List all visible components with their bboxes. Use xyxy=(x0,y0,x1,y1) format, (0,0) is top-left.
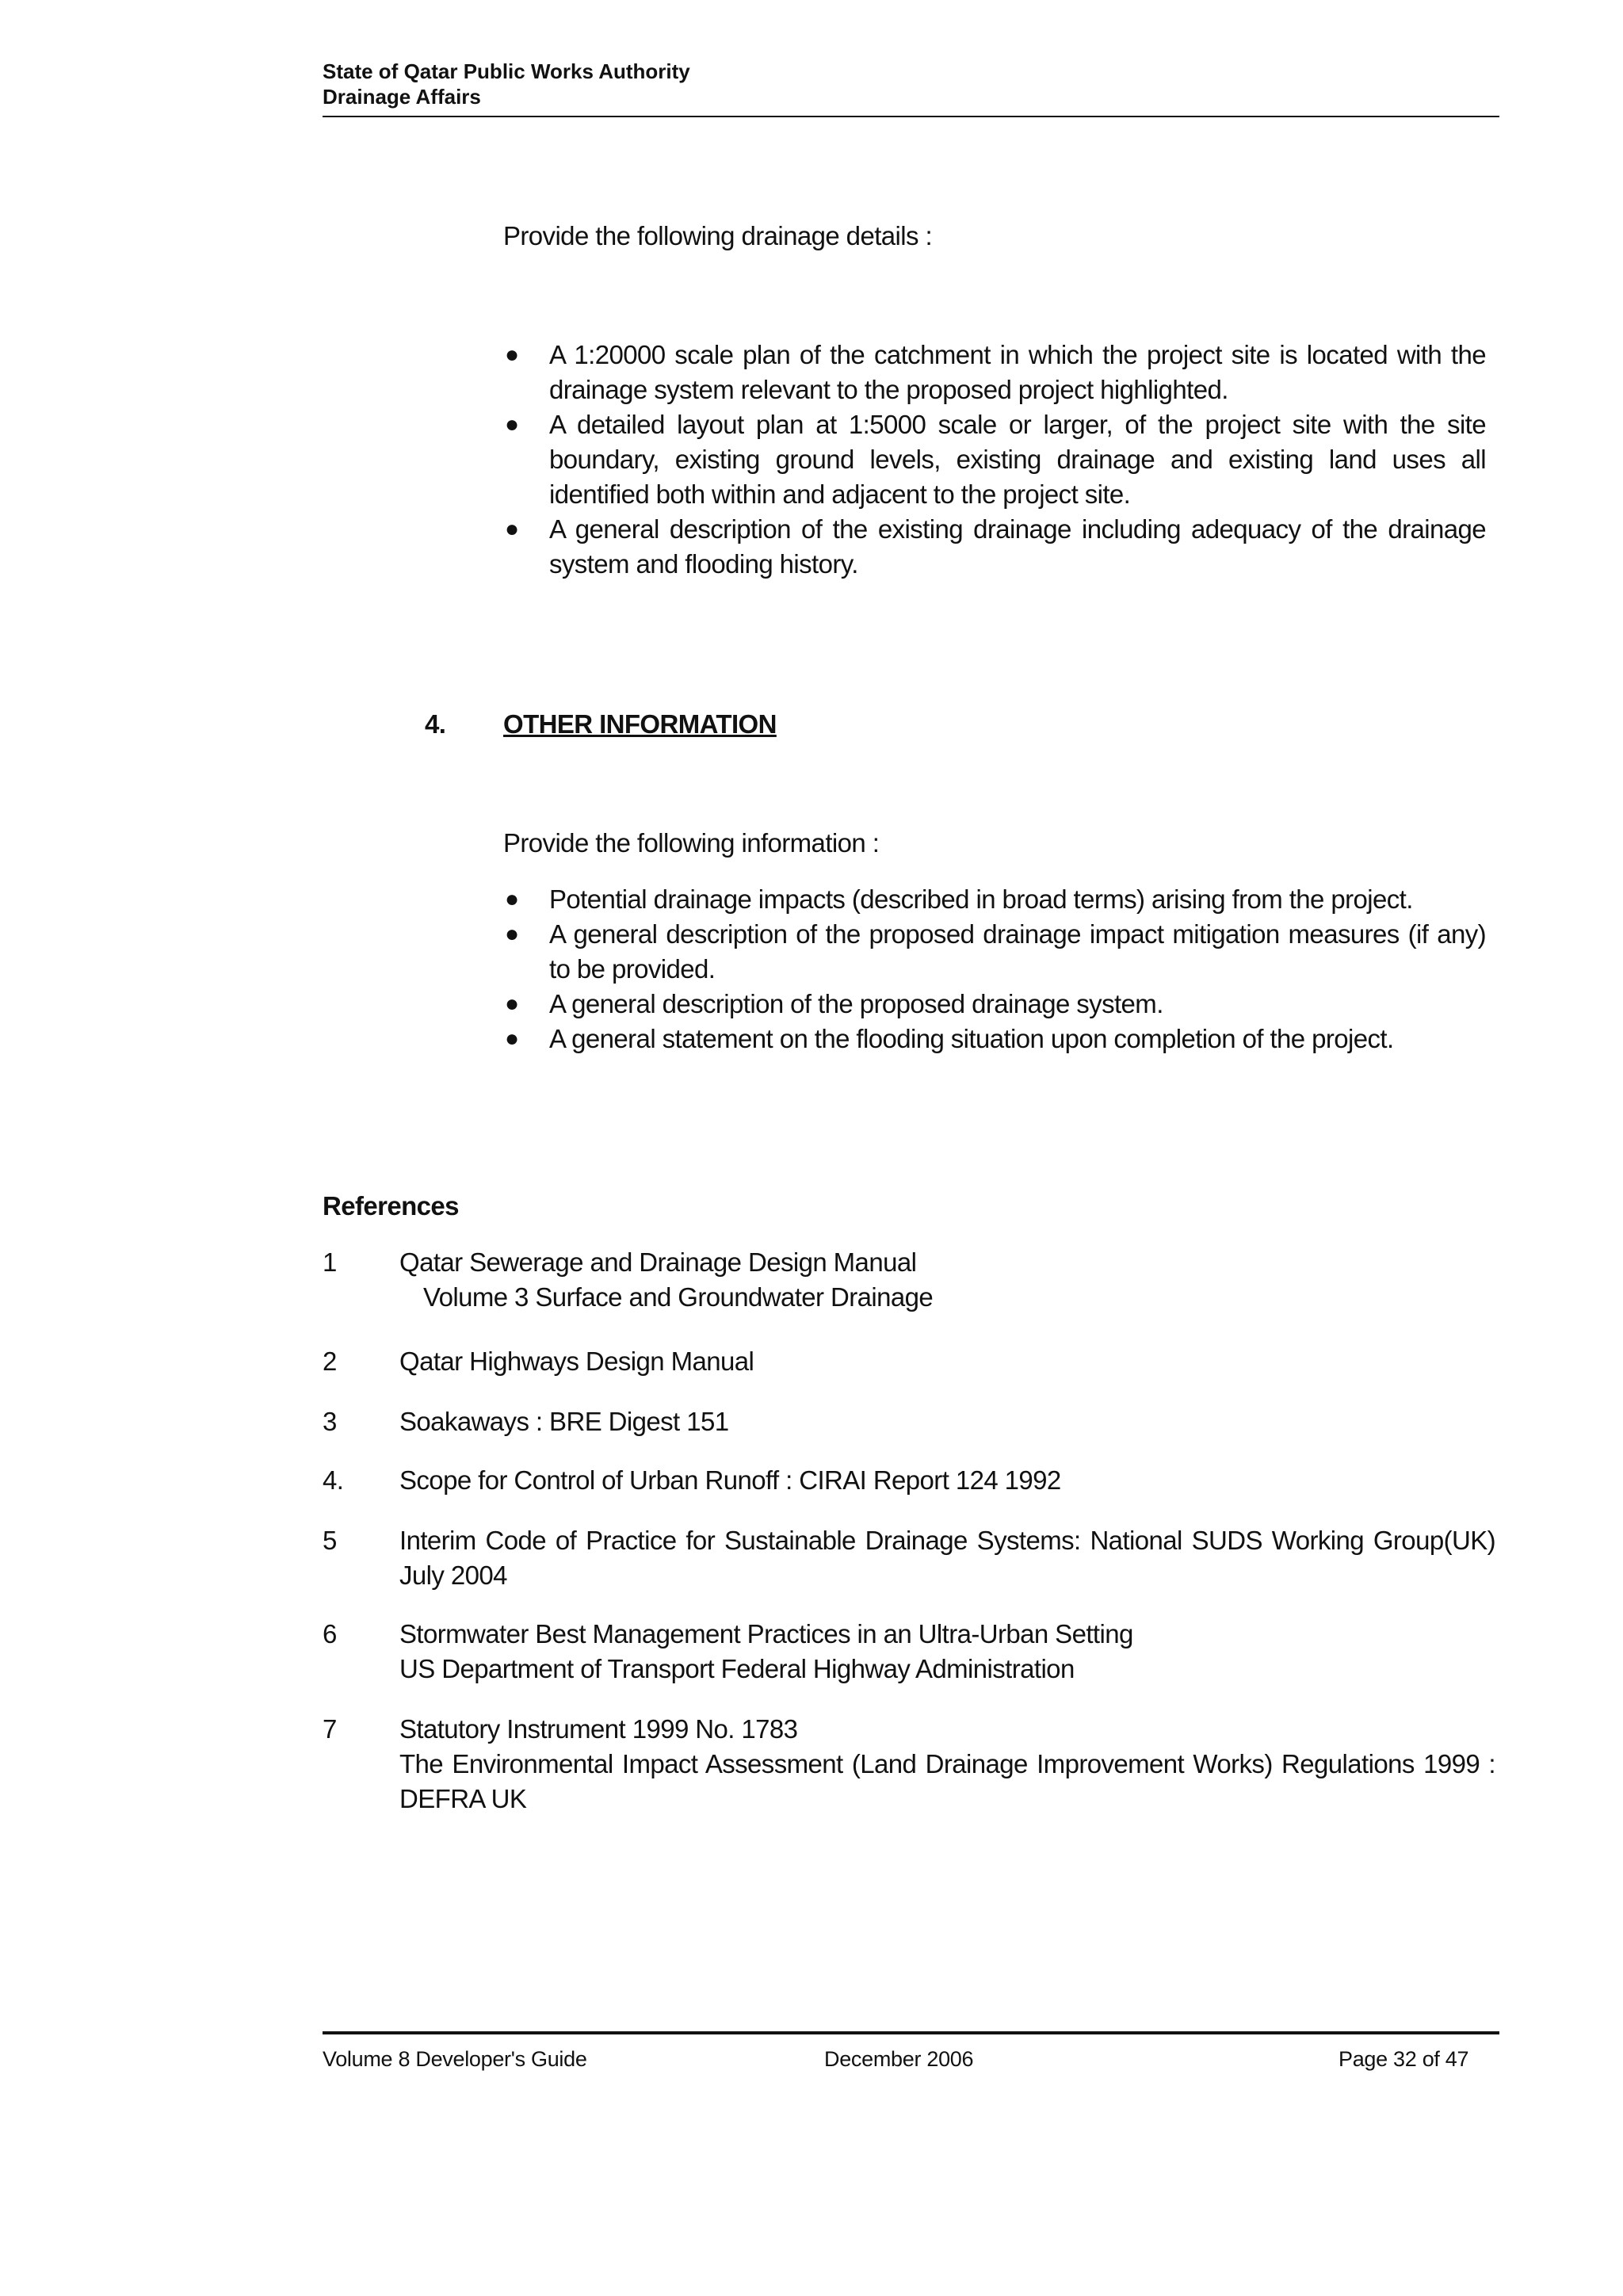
list-item: ● A general description of the proposed drainage impact mitigation measures (if any) to be provided. xyxy=(503,917,1486,987)
section-number: 4. xyxy=(425,709,446,739)
footer-date: December 2006 xyxy=(824,2047,974,2071)
reference-number: 4. xyxy=(323,1465,344,1495)
drainage-list xyxy=(503,338,1486,582)
reference-number: 7 xyxy=(323,1714,337,1744)
reference-text: Statutory Instrument 1999 No. 1783 The Environmental Impact Assessment (Land Drainage Improvement Works) Regulations 1999 : DEFRA UK xyxy=(399,1714,1495,1813)
footer-document-title: Volume 8 Developer's Guide xyxy=(323,2047,587,2071)
bullet-icon: ● xyxy=(505,1026,519,1052)
reference-number: 5 xyxy=(323,1526,337,1555)
reference-text: Scope for Control of Urban Runoff : CIRAI Report 124 1992 xyxy=(399,1465,1061,1495)
bullet-icon: ● xyxy=(505,516,519,542)
reference-text: Qatar Highways Design Manual xyxy=(399,1347,754,1376)
reference-text: Interim Code of Practice for Sustainable Drainage Systems: National SUDS Working Group(UK) July 2004 xyxy=(399,1526,1495,1590)
reference-number: 3 xyxy=(323,1407,337,1436)
bullet-icon: ● xyxy=(505,921,519,947)
information-list xyxy=(503,882,1486,1056)
document-header xyxy=(323,59,690,109)
footer-rule xyxy=(323,2031,1499,2034)
footer-page-number: Page 32 of 47 xyxy=(1338,2047,1469,2071)
list-item: ● A 1:20000 scale plan of the catchment in which the project site is located with the drainage system relevant to the proposed project highlighted. xyxy=(503,338,1486,407)
bullet-icon: ● xyxy=(505,886,519,912)
references-heading: References xyxy=(323,1191,459,1221)
reference-number: 2 xyxy=(323,1347,337,1376)
header-organization: State of Qatar Public Works Authority xyxy=(323,59,690,83)
bullet-icon: ● xyxy=(505,411,519,437)
section-intro: Provide the following information : xyxy=(503,828,880,858)
list-item: ● A general description of the existing drainage including adequacy of the drainage system and flooding history. xyxy=(503,512,1486,582)
list-item: ● A detailed layout plan at 1:5000 scale or larger, of the project site with the site boundary, existing ground levels, existing drainage and existing land uses all identified both within and adjacent to the project site. xyxy=(503,407,1486,512)
reference-text: Qatar Sewerage and Drainage Design Manual Volume 3 Surface and Groundwater Drainage xyxy=(399,1247,934,1312)
reference-text: Stormwater Best Management Practices in an Ultra-Urban Setting US Department of Transport Federal Highway Administration xyxy=(399,1619,1133,1683)
drainage-intro: Provide the following drainage details : xyxy=(503,221,933,250)
bullet-icon: ● xyxy=(505,991,519,1017)
header-rule xyxy=(323,116,1499,117)
reference-number: 1 xyxy=(323,1247,337,1277)
bullet-icon: ● xyxy=(505,342,519,368)
list-item: ● A general statement on the flooding situation upon completion of the project. xyxy=(503,1022,1486,1056)
reference-text: Soakaways : BRE Digest 151 xyxy=(399,1407,729,1436)
header-department: Drainage Affairs xyxy=(323,85,481,109)
list-item: ● A general description of the proposed drainage system. xyxy=(503,987,1486,1022)
reference-number: 6 xyxy=(323,1619,337,1648)
list-item: ● Potential drainage impacts (described in broad terms) arising from the project. xyxy=(503,882,1486,917)
section-title: OTHER INFORMATION xyxy=(503,709,777,739)
